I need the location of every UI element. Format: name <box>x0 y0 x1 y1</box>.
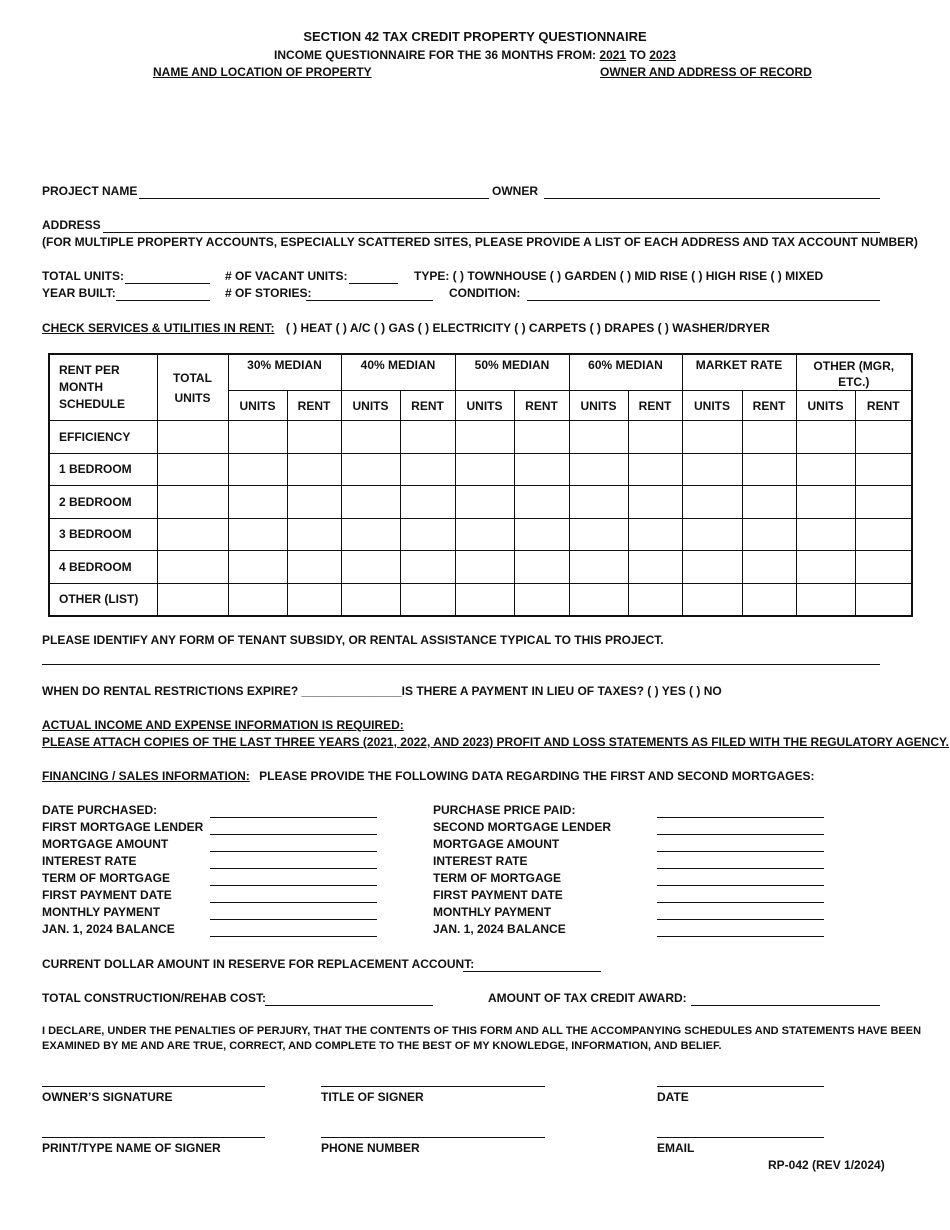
questionnaire-period <box>0 48 950 62</box>
sub-header-rent: RENT <box>514 391 569 421</box>
vacant-units-field[interactable] <box>349 283 398 284</box>
left-mortgage-field[interactable] <box>210 902 377 903</box>
title-of-signer-label: TITLE OF SIGNER <box>321 1090 424 1104</box>
units-cell[interactable] <box>682 551 742 584</box>
rent-schedule-header: RENT PER MONTH SCHEDULE <box>49 354 157 421</box>
left-mortgage-field[interactable] <box>210 919 377 920</box>
left-mortgage-label: JAN. 1, 2024 BALANCE <box>42 922 175 936</box>
sub-header-rent: RENT <box>628 391 682 421</box>
rent-cell[interactable] <box>742 486 796 519</box>
rent-cell[interactable] <box>400 421 455 454</box>
right-mortgage-field[interactable] <box>657 834 824 835</box>
rent-cell[interactable] <box>628 583 682 616</box>
rent-cell[interactable] <box>628 518 682 551</box>
construction-cost-field[interactable] <box>265 1005 433 1006</box>
rent-row <box>49 421 912 454</box>
left-mortgage-field[interactable] <box>210 868 377 869</box>
units-cell[interactable] <box>228 486 287 519</box>
financing-instruction: PLEASE PROVIDE THE FOLLOWING DATA REGARDING THE FIRST AND SECOND MORTGAGES: <box>259 769 815 783</box>
units-cell[interactable] <box>796 551 855 584</box>
rent-row <box>49 583 912 616</box>
rent-cell[interactable] <box>742 583 796 616</box>
rent-cell[interactable] <box>628 551 682 584</box>
owner-signature-label: OWNER’S SIGNATURE <box>42 1090 173 1104</box>
right-mortgage-field[interactable] <box>657 919 824 920</box>
title-of-signer-field[interactable] <box>321 1086 545 1087</box>
units-cell[interactable] <box>682 421 742 454</box>
rent-row-label: 3 BEDROOM <box>49 518 157 551</box>
construction-cost-label: TOTAL CONSTRUCTION/REHAB COST: <box>42 991 266 1005</box>
units-cell[interactable] <box>796 486 855 519</box>
right-mortgage-field[interactable] <box>657 868 824 869</box>
reserve-field[interactable] <box>463 971 601 972</box>
financing-row <box>42 769 814 783</box>
type-options[interactable]: TYPE: ( ) TOWNHOUSE ( ) GARDEN ( ) MID RISE ( ) HIGH RISE ( ) MIXED <box>414 269 824 283</box>
units-cell[interactable] <box>228 583 287 616</box>
subsidy-field[interactable] <box>42 664 880 665</box>
left-mortgage-label: FIRST MORTGAGE LENDER <box>42 820 204 834</box>
sub-header-units: UNITS <box>228 391 287 421</box>
rent-cell[interactable] <box>514 486 569 519</box>
year-built-field[interactable] <box>116 300 210 301</box>
address-label: ADDRESS <box>42 218 101 232</box>
rent-row <box>49 453 912 486</box>
right-mortgage-label: MORTGAGE AMOUNT <box>433 837 560 851</box>
services-options[interactable]: ( ) HEAT ( ) A/C ( ) GAS ( ) ELECTRICITY ( ) CARPETS ( ) DRAPES ( ) WASHER/DRYER <box>285 321 770 335</box>
total-units-cell[interactable] <box>157 551 228 584</box>
group-header-60: 60% MEDIAN <box>569 354 682 391</box>
left-mortgage-field[interactable] <box>210 817 377 818</box>
services-label: CHECK SERVICES & UTILITIES IN RENT: <box>42 321 275 335</box>
right-mortgage-label: INTEREST RATE <box>433 854 528 868</box>
sub-header-rent: RENT <box>855 391 912 421</box>
email-label: EMAIL <box>657 1141 695 1155</box>
sub-header-units: UNITS <box>455 391 514 421</box>
rent-cell[interactable] <box>287 453 341 486</box>
group-header-40: 40% MEDIAN <box>341 354 455 391</box>
total-units-cell[interactable] <box>157 486 228 519</box>
units-cell[interactable] <box>341 421 400 454</box>
sub-header-units: UNITS <box>341 391 400 421</box>
units-cell[interactable] <box>455 421 514 454</box>
left-mortgage-label: DATE PURCHASED: <box>42 803 158 817</box>
phone-label: PHONE NUMBER <box>321 1141 420 1155</box>
sub-header-rent: RENT <box>742 391 796 421</box>
left-mortgage-label: FIRST PAYMENT DATE <box>42 888 172 902</box>
sub-header-units: UNITS <box>682 391 742 421</box>
year-from[interactable]: 2021 <box>599 48 627 62</box>
date-label: DATE <box>657 1090 689 1104</box>
owner-field[interactable] <box>544 198 880 199</box>
rent-row <box>49 486 912 519</box>
rent-cell[interactable] <box>287 551 341 584</box>
rent-cell[interactable] <box>514 421 569 454</box>
owner-address-heading: OWNER AND ADDRESS OF RECORD <box>600 65 812 79</box>
units-cell[interactable] <box>796 453 855 486</box>
group-header-50: 50% MEDIAN <box>455 354 569 391</box>
units-cell[interactable] <box>682 518 742 551</box>
units-cell[interactable] <box>341 583 400 616</box>
restrictions-question[interactable]: WHEN DO RENTAL RESTRICTIONS EXPIRE? _______________IS THERE A PAYMENT IN LIEU OF TAXES? ( ) YES ( ) NO <box>42 684 722 698</box>
reserve-label: CURRENT DOLLAR AMOUNT IN RESERVE FOR REPLACEMENT ACCOUNT: <box>42 957 475 971</box>
group-header-30: 30% MEDIAN <box>228 354 341 391</box>
services-row <box>42 321 770 335</box>
units-cell[interactable] <box>682 453 742 486</box>
units-cell[interactable] <box>341 453 400 486</box>
right-mortgage-field[interactable] <box>657 817 824 818</box>
rent-cell[interactable] <box>855 486 912 519</box>
units-cell[interactable] <box>796 518 855 551</box>
units-cell[interactable] <box>569 486 628 519</box>
units-cell[interactable] <box>569 583 628 616</box>
rent-cell[interactable] <box>514 583 569 616</box>
rent-cell[interactable] <box>628 421 682 454</box>
units-cell[interactable] <box>455 583 514 616</box>
rent-cell[interactable] <box>742 518 796 551</box>
rent-cell[interactable] <box>514 551 569 584</box>
units-cell[interactable] <box>341 518 400 551</box>
units-cell[interactable] <box>455 453 514 486</box>
rent-row-label: 1 BEDROOM <box>49 453 157 486</box>
left-mortgage-label: MORTGAGE AMOUNT <box>42 837 169 851</box>
units-cell[interactable] <box>569 551 628 584</box>
total-units-cell[interactable] <box>157 518 228 551</box>
year-to[interactable]: 2023 <box>649 48 676 62</box>
email-field[interactable] <box>657 1137 824 1138</box>
income-heading: ACTUAL INCOME AND EXPENSE INFORMATION IS REQUIRED: <box>42 718 404 732</box>
right-mortgage-field[interactable] <box>657 851 824 852</box>
right-mortgage-field[interactable] <box>657 902 824 903</box>
rent-cell[interactable] <box>855 518 912 551</box>
left-mortgage-field[interactable] <box>210 851 377 852</box>
units-cell[interactable] <box>569 453 628 486</box>
address-note: (FOR MULTIPLE PROPERTY ACCOUNTS, ESPECIALLY SCATTERED SITES, PLEASE PROVIDE A LIST OF EACH ADDRESS AND TAX ACCOUNT NUMBER) <box>42 235 918 249</box>
stories-label: # OF STORIES: <box>225 286 312 300</box>
subsidy-question: PLEASE IDENTIFY ANY FORM OF TENANT SUBSIDY, OR RENTAL ASSISTANCE TYPICAL TO THIS PROJECT. <box>42 633 664 647</box>
form-title: SECTION 42 TAX CREDIT PROPERTY QUESTIONNAIRE <box>303 29 647 44</box>
right-mortgage-label: PURCHASE PRICE PAID: <box>433 803 576 817</box>
tax-credit-award-label: AMOUNT OF TAX CREDIT AWARD: <box>488 991 687 1005</box>
period-prefix: INCOME QUESTIONNAIRE FOR THE 36 MONTHS FROM: <box>274 48 597 62</box>
left-mortgage-label: INTEREST RATE <box>42 854 137 868</box>
rent-cell[interactable] <box>628 453 682 486</box>
rent-cell[interactable] <box>287 518 341 551</box>
total-units-cell[interactable] <box>157 453 228 486</box>
right-mortgage-label: FIRST PAYMENT DATE <box>433 888 563 902</box>
date-field[interactable] <box>657 1086 824 1087</box>
rent-cell[interactable] <box>855 421 912 454</box>
financing-heading: FINANCING / SALES INFORMATION: <box>42 769 250 783</box>
name-location-heading: NAME AND LOCATION OF PROPERTY <box>153 65 372 79</box>
condition-field[interactable] <box>527 300 880 301</box>
units-cell[interactable] <box>228 518 287 551</box>
rent-cell[interactable] <box>742 421 796 454</box>
rent-cell[interactable] <box>514 453 569 486</box>
units-cell[interactable] <box>796 583 855 616</box>
stories-field[interactable] <box>306 300 433 301</box>
year-built-label: YEAR BUILT: <box>42 286 116 300</box>
rent-cell[interactable] <box>855 551 912 584</box>
owner-label: OWNER <box>492 184 538 198</box>
left-mortgage-field[interactable] <box>210 885 377 886</box>
units-cell[interactable] <box>682 583 742 616</box>
right-mortgage-label: TERM OF MORTGAGE <box>433 871 561 885</box>
units-cell[interactable] <box>455 518 514 551</box>
units-cell[interactable] <box>341 486 400 519</box>
rent-row <box>49 518 912 551</box>
owner-signature-field[interactable] <box>42 1086 265 1087</box>
units-cell[interactable] <box>455 551 514 584</box>
phone-field[interactable] <box>321 1137 545 1138</box>
units-cell[interactable] <box>228 453 287 486</box>
declaration-line-2: EXAMINED BY ME AND ARE TRUE, CORRECT, AND COMPLETE TO THE BEST OF MY KNOWLEDGE, INFORMATION, AND BELIEF. <box>42 1040 722 1052</box>
total-units-label: TOTAL UNITS: <box>42 269 124 283</box>
rent-cell[interactable] <box>514 518 569 551</box>
rent-cell[interactable] <box>400 453 455 486</box>
rent-row-label: EFFICIENCY <box>49 421 157 454</box>
form-id: RP-042 (REV 1/2024) <box>768 1158 885 1172</box>
rent-row-label: 2 BEDROOM <box>49 486 157 519</box>
rent-cell[interactable] <box>855 583 912 616</box>
left-mortgage-field[interactable] <box>210 936 377 937</box>
sub-header-rent: RENT <box>400 391 455 421</box>
right-mortgage-label: MONTHLY PAYMENT <box>433 905 552 919</box>
units-cell[interactable] <box>796 421 855 454</box>
sub-header-units: UNITS <box>796 391 855 421</box>
sub-header-rent: RENT <box>287 391 341 421</box>
units-cell[interactable] <box>228 551 287 584</box>
right-mortgage-field[interactable] <box>657 885 824 886</box>
rent-row-label: OTHER (LIST) <box>49 583 157 616</box>
rent-cell[interactable] <box>628 486 682 519</box>
condition-label: CONDITION: <box>449 286 521 300</box>
rent-cell[interactable] <box>400 518 455 551</box>
print-name-field[interactable] <box>42 1137 265 1138</box>
declaration-line-1: I DECLARE, UNDER THE PENALTIES OF PERJURY, THAT THE CONTENTS OF THIS FORM AND ALL THE ACCOMPANYING SCHEDULES AND STATEMENTS HAVE BEEN <box>42 1025 922 1037</box>
units-cell[interactable] <box>569 518 628 551</box>
address-field[interactable] <box>103 232 880 233</box>
left-mortgage-label: TERM OF MORTGAGE <box>42 871 170 885</box>
rent-cell[interactable] <box>400 551 455 584</box>
rent-cell[interactable] <box>400 486 455 519</box>
tax-credit-award-field[interactable] <box>691 1005 880 1006</box>
project-name-field[interactable] <box>139 198 489 199</box>
units-cell[interactable] <box>455 486 514 519</box>
units-cell[interactable] <box>569 421 628 454</box>
rent-cell[interactable] <box>287 486 341 519</box>
right-mortgage-field[interactable] <box>657 936 824 937</box>
total-units-header: TOTAL UNITS <box>157 354 228 421</box>
total-units-cell[interactable] <box>157 421 228 454</box>
rent-cell[interactable] <box>287 583 341 616</box>
rent-cell[interactable] <box>742 453 796 486</box>
rent-cell[interactable] <box>400 583 455 616</box>
sub-header-units: UNITS <box>569 391 628 421</box>
left-mortgage-label: MONTHLY PAYMENT <box>42 905 161 919</box>
right-mortgage-label: SECOND MORTGAGE LENDER <box>433 820 612 834</box>
rent-cell[interactable] <box>855 453 912 486</box>
right-mortgage-label: JAN. 1, 2024 BALANCE <box>433 922 566 936</box>
total-units-cell[interactable] <box>157 583 228 616</box>
rent-row <box>49 551 912 584</box>
rent-cell[interactable] <box>742 551 796 584</box>
rent-cell[interactable] <box>287 421 341 454</box>
group-header-other: OTHER (MGR, ETC.) <box>796 354 912 391</box>
total-units-field[interactable] <box>125 283 210 284</box>
units-cell[interactable] <box>228 421 287 454</box>
vacant-units-label: # OF VACANT UNITS: <box>225 269 348 283</box>
rent-schedule-table <box>48 353 913 617</box>
rent-table-body <box>49 421 912 616</box>
left-mortgage-field[interactable] <box>210 834 377 835</box>
income-note: PLEASE ATTACH COPIES OF THE LAST THREE YEARS (2021, 2022, AND 2023) PROFIT AND LOSS STATEMENTS AS FILED WITH THE REGULATORY AGENCY. <box>42 735 950 749</box>
project-name-label: PROJECT NAME <box>42 184 138 198</box>
units-cell[interactable] <box>341 551 400 584</box>
group-header-market: MARKET RATE <box>682 354 796 391</box>
rent-row-label: 4 BEDROOM <box>49 551 157 584</box>
to-word: TO <box>629 48 646 62</box>
print-name-label: PRINT/TYPE NAME OF SIGNER <box>42 1141 221 1155</box>
units-cell[interactable] <box>682 486 742 519</box>
